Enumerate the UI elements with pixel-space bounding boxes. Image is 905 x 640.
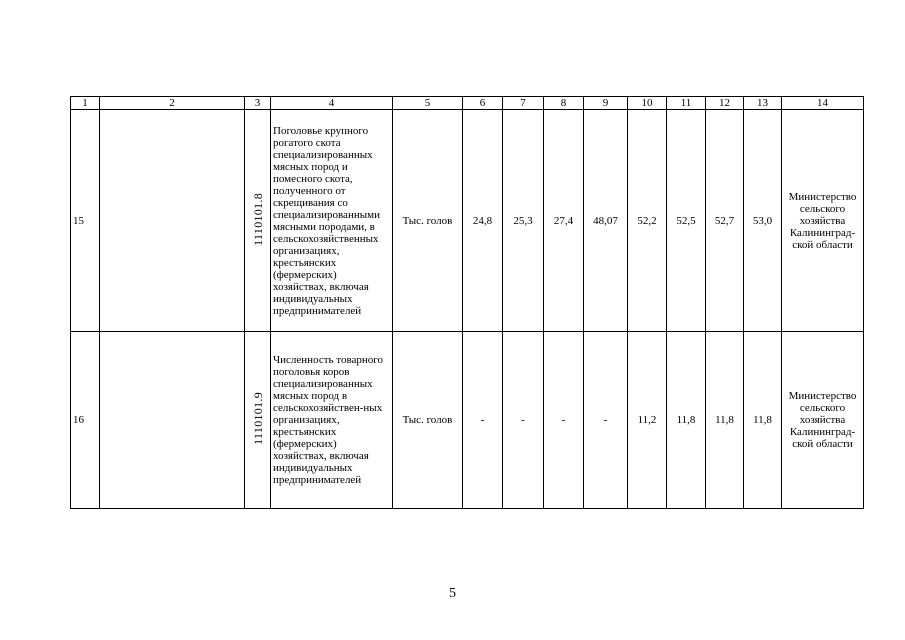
unit-of-measure: Тыс. голов (393, 332, 463, 509)
value-cell: 27,4 (544, 110, 584, 332)
value-cell: 11,8 (667, 332, 706, 509)
value-cell: 11,8 (744, 332, 782, 509)
table-row (71, 332, 864, 509)
value-cell: - (463, 332, 503, 509)
column-number: 12 (706, 97, 744, 110)
column-number: 4 (271, 97, 393, 110)
page-number: 5 (449, 586, 456, 601)
column-number-row (71, 97, 864, 110)
column-number: 6 (463, 97, 503, 110)
indicator-code-cell (245, 332, 271, 509)
indicator-code: 1110101.9 (250, 392, 265, 445)
table-row (71, 110, 864, 332)
indicator-table (70, 96, 864, 509)
value-cell: 24,8 (463, 110, 503, 332)
indicator-code: 1110101.8 (250, 192, 265, 246)
column-number: 1 (71, 97, 100, 110)
column-number: 7 (503, 97, 544, 110)
indicator-description: Численность товарного поголовья коров специализированных мясных пород в сельскохозяйствен-ных организациях, крестьянских (фермерских) хозяйствах, включая индивидуальных предпринимателей (271, 332, 393, 509)
unit-of-measure: Тыс. голов (393, 110, 463, 332)
value-cell: 48,07 (584, 110, 628, 332)
value-cell: - (544, 332, 584, 509)
value-cell: - (584, 332, 628, 509)
responsible-authority: Министерство сельского хозяйства Калинингрaд-ской области (782, 332, 864, 509)
column-number: 14 (782, 97, 864, 110)
indicator-code-cell (245, 110, 271, 332)
indicator-description: Поголовье крупного рогатого скота специализированных мясных пород и помесного скота, полученного от скрещивания со специализированными мясными породами, в сельскохозяйственных организациях, крестьянских (фермерских) хозяйствах, включая индивидуальных предпринимателей (271, 110, 393, 332)
column-number: 5 (393, 97, 463, 110)
row-col2 (100, 110, 245, 332)
column-number: 2 (100, 97, 245, 110)
value-cell: 25,3 (503, 110, 544, 332)
value-cell: 52,7 (706, 110, 744, 332)
column-number: 10 (628, 97, 667, 110)
column-number: 3 (245, 97, 271, 110)
row-number: 16 (71, 332, 100, 509)
column-number: 11 (667, 97, 706, 110)
column-number: 13 (744, 97, 782, 110)
column-number: 9 (584, 97, 628, 110)
value-cell: 11,2 (628, 332, 667, 509)
value-cell: - (503, 332, 544, 509)
value-cell: 11,8 (706, 332, 744, 509)
responsible-authority: Министерство сельского хозяйства Калинингрaд-ской области (782, 110, 864, 332)
value-cell: 52,2 (628, 110, 667, 332)
row-col2 (100, 332, 245, 509)
value-cell: 52,5 (667, 110, 706, 332)
column-number: 8 (544, 97, 584, 110)
row-number: 15 (71, 110, 100, 332)
value-cell: 53,0 (744, 110, 782, 332)
